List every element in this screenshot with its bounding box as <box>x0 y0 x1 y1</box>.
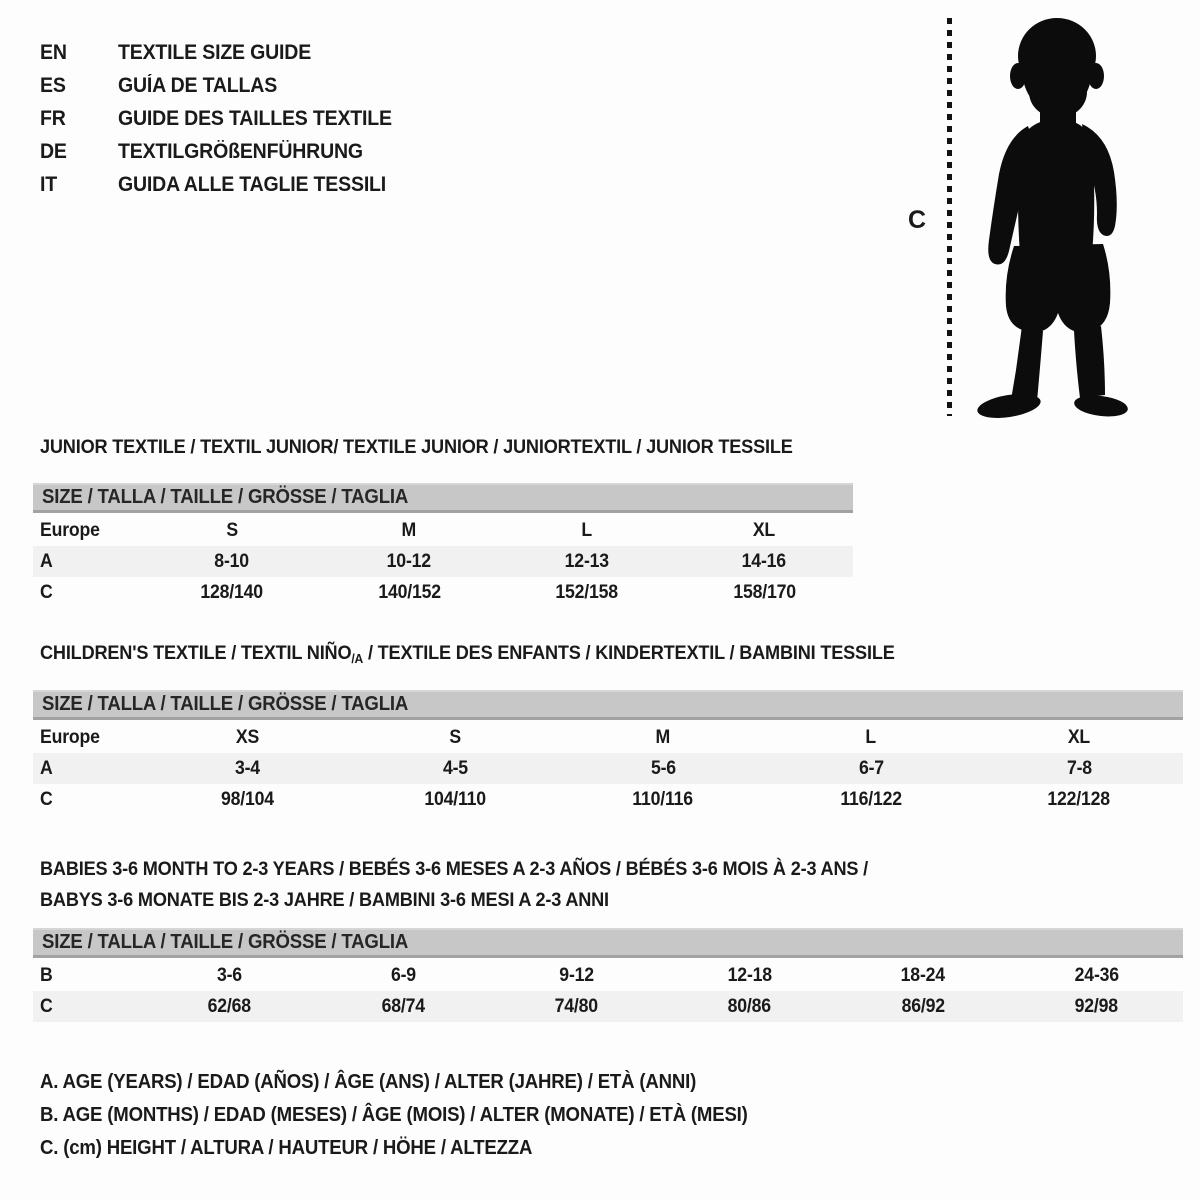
lang-code: IT <box>40 172 57 196</box>
table-cell: M <box>401 519 417 541</box>
table-row <box>33 960 1183 991</box>
table-row <box>33 515 853 546</box>
table-row <box>33 784 1183 815</box>
size-header-label: SIZE / TALLA / TAILLE / GRÖSSE / TAGLIA <box>42 486 409 508</box>
size-header-bar <box>33 690 1183 720</box>
language-list <box>40 36 412 201</box>
table-cell: 24-36 <box>1074 964 1119 986</box>
toddler-silhouette-icon <box>962 14 1142 419</box>
lang-row-de <box>40 135 412 168</box>
table-cell: 122/128 <box>1047 788 1111 810</box>
row-label: A <box>40 757 53 779</box>
row-label: Europe <box>40 726 100 748</box>
height-measure-label: C <box>908 206 927 234</box>
lang-title: GUÍA DE TALLAS <box>118 73 278 97</box>
junior-section-title: JUNIOR TEXTILE / TEXTIL JUNIOR/ TEXTILE JUNIOR / JUNIORTEXTIL / JUNIOR TESSILE <box>40 436 793 458</box>
size-header-label: SIZE / TALLA / TAILLE / GRÖSSE / TAGLIA <box>42 931 409 953</box>
table-cell: 8-10 <box>214 550 250 572</box>
row-label: B <box>40 964 53 986</box>
table-cell: 116/122 <box>840 788 902 810</box>
table-row <box>33 753 1183 784</box>
legend-line-a: A. AGE (YEARS) / EDAD (AÑOS) / ÂGE (ANS) / ALTER (JAHRE) / ETÀ (ANNI) <box>40 1071 697 1093</box>
legend <box>40 1066 801 1165</box>
table-cell: 12-13 <box>564 550 609 572</box>
lang-code: FR <box>40 106 66 130</box>
row-label: C <box>40 581 53 603</box>
table-cell: 18-24 <box>900 964 946 986</box>
table-row <box>33 546 853 577</box>
table-cell: 158/170 <box>732 581 796 603</box>
legend-line-b: B. AGE (MONTHS) / EDAD (MESES) / ÂGE (MOIS) / ALTER (MONATE) / ETÀ (MESI) <box>40 1104 748 1126</box>
row-label: Europe <box>40 519 100 541</box>
table-cell: S <box>225 519 238 541</box>
table-cell: 98/104 <box>220 788 274 810</box>
children-section-title: CHILDREN'S TEXTILE / TEXTIL $NIÑO_{/A}$ / TEXTILE DES ENFANTS / KINDERTEXTIL / BAMBINI TESSILE <box>40 642 895 666</box>
table-cell: 3-6 <box>217 964 243 986</box>
lang-code: ES <box>40 73 66 97</box>
table-cell: 104/110 <box>424 788 486 810</box>
lang-row-es <box>40 69 412 102</box>
junior-size-table <box>33 483 853 608</box>
lang-title: GUIDA ALLE TAGLIE TESSILI <box>118 172 387 196</box>
table-cell: 92/98 <box>1074 995 1118 1017</box>
table-cell: 62/68 <box>208 995 252 1017</box>
table-cell: 6-7 <box>858 757 884 779</box>
table-row <box>33 991 1183 1022</box>
table-cell: S <box>449 726 461 748</box>
lang-row-it <box>40 168 412 201</box>
row-label: A <box>40 550 53 572</box>
table-cell: 80/86 <box>728 995 772 1017</box>
babies-section-title: BABIES 3-6 MONTH TO 2-3 YEARS / BEBÉS 3-6 MESES A 2-3 AÑOS / BÉBÉS 3-6 MOIS À 2-3 ANS / BABYS 3-6 MONATE BIS 2-3 JAHRE / BAMBINI 3-6 MESI A 2-3 ANNI <box>40 858 868 911</box>
lang-row-en <box>40 36 412 69</box>
lang-title: TEXTILGRÖßENFÜHRUNG <box>118 139 363 163</box>
table-cell: XL <box>753 519 776 541</box>
table-cell: 68/74 <box>381 995 425 1017</box>
table-cell: 14-16 <box>742 550 787 572</box>
table-row <box>33 722 1183 753</box>
size-header-label: SIZE / TALLA / TAILLE / GRÖSSE / TAGLIA <box>42 693 409 715</box>
table-cell: 128/140 <box>200 581 264 603</box>
table-cell: 140/152 <box>377 581 441 603</box>
row-label: C <box>40 788 53 810</box>
table-cell: 86/92 <box>901 995 945 1017</box>
table-cell: L <box>581 519 593 541</box>
lang-row-fr <box>40 102 412 135</box>
size-header-bar <box>33 928 1183 958</box>
nino-a-subscript: /A <box>351 651 364 666</box>
lang-code: DE <box>40 139 67 163</box>
table-cell: 12-18 <box>727 964 772 986</box>
table-cell: 4-5 <box>442 757 468 779</box>
lang-title: TEXTILE SIZE GUIDE <box>118 40 312 64</box>
table-cell: L <box>865 726 877 748</box>
table-cell: 3-4 <box>234 757 260 779</box>
table-cell: 6-9 <box>390 964 416 986</box>
table-cell: XS <box>235 726 259 748</box>
table-cell: M <box>655 726 671 748</box>
height-measure-dashed-line <box>947 18 952 416</box>
table-cell: 152/158 <box>555 581 619 603</box>
size-header-bar <box>33 483 853 513</box>
table-cell: 7-8 <box>1066 757 1092 779</box>
table-row <box>33 577 853 608</box>
row-label: C <box>40 995 53 1017</box>
table-cell: 110/116 <box>632 788 694 810</box>
babies-size-table <box>33 928 1183 1022</box>
table-cell: 74/80 <box>554 995 598 1017</box>
table-cell: XL <box>1067 726 1091 748</box>
table-cell: 10-12 <box>387 550 432 572</box>
children-size-table <box>33 690 1183 815</box>
lang-title: GUIDE DES TAILLES TEXTILE <box>118 106 392 130</box>
lang-code: EN <box>40 40 67 64</box>
legend-line-c: C. (cm) HEIGHT / ALTURA / HAUTEUR / HÖHE / ALTEZZA <box>40 1137 533 1159</box>
table-cell: 9-12 <box>559 964 594 986</box>
table-cell: 5-6 <box>650 757 676 779</box>
